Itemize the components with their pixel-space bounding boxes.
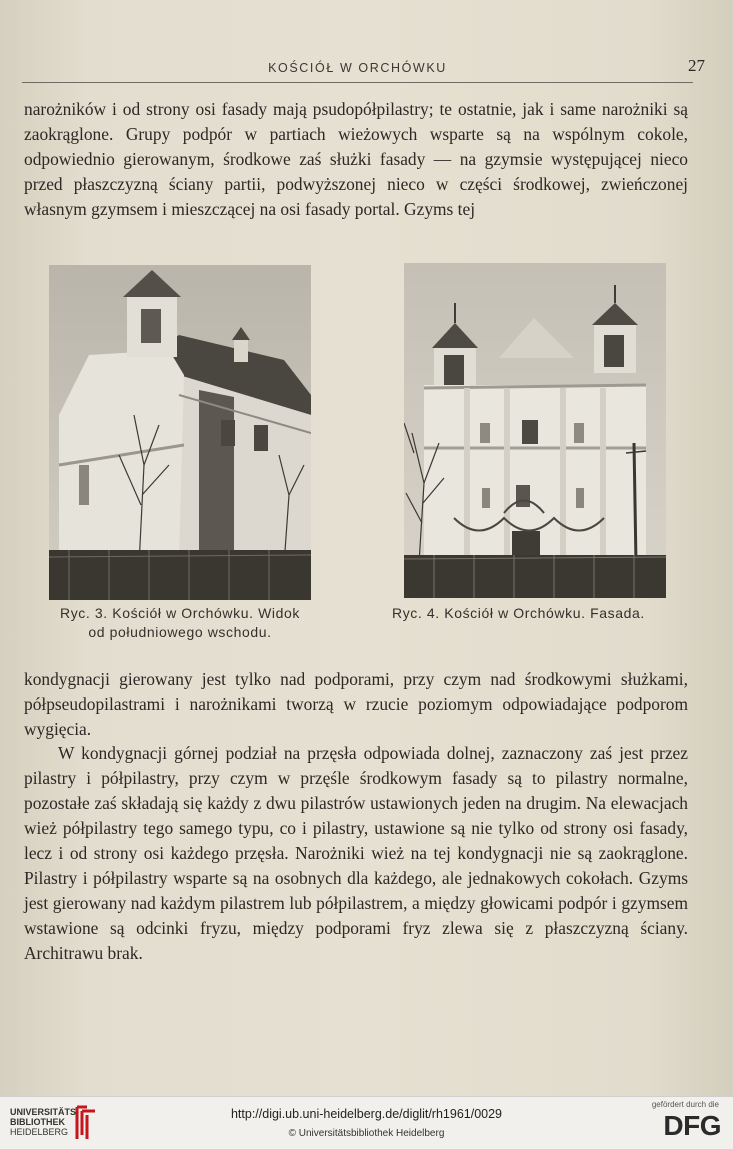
viewer-footer: [0, 1096, 733, 1149]
photo-church-facade: [404, 263, 666, 598]
running-title: KOŚCIÓŁ W ORCHÓWKU: [268, 61, 447, 75]
figure-3-caption: [30, 604, 330, 642]
figure-4-caption: [384, 604, 692, 623]
page-number: 27: [688, 56, 705, 75]
funding-note: gefördert durch die: [651, 1100, 719, 1109]
copyright-notice: © Universitätsbibliothek Heidelberg: [288, 1128, 445, 1139]
photo-church-southeast-view: [49, 265, 311, 600]
body-paragraph-2: kondygnacji gierowany jest tylko nad podporami, przy czym nad środkowymi służkami, półpseudopilastrami i narożnikami tworzą w rzucie poziomym odpowiadające podporom wygięcia.: [24, 669, 688, 739]
figure-3-caption-line-2: od południowego wschodu.: [88, 624, 272, 640]
body-paragraph-3: W kondygnacji górnej podział na przęsła odpowiada dolnej, zaznaczony zaś jest przez pilastry i półpilastry, przy czym w przęśle środkowym fasady są to pilastry normalne, pozostałe zaś składają się każdy z dwu pilastrów ustawionych jeden na drugim. Na elewacjach wież półpilastry tego samego typu, co i pilastry, ustawione są nie tylko od strony osi fasady, lecz i od strony osi każdego przęsła. Narożniki wież na tej kondygnacji nie są zaokrąglone. Pilastry i półpilastry wsparte są na osobnych dla każdego, ale jednakowych cokołach. Gzyms jest gierowany nad każdym pilastrem lub półpilastrem, a między głowicami podpór i gzymsem wstawione są odcinki fryzu, między podporami fryz zlewa się z płaszczyzną ściany. Architrawu brak.: [24, 743, 688, 963]
permalink-url[interactable]: http://digi.ub.uni-heidelberg.de/diglit/rh1961/0029: [230, 1107, 503, 1121]
figure-3-caption-line-1: Ryc. 3. Kościół w Orchówku. Widok: [60, 605, 300, 621]
library-logo-line-1: UNIVERSITÄTS-: [10, 1107, 80, 1117]
library-logo-line-2: BIBLIOTHEK: [10, 1117, 65, 1127]
figure-4-caption-line-1: Ryc. 4. Kościół w Orchówku. Fasada.: [392, 605, 645, 621]
page-header: [22, 56, 705, 83]
body-paragraph-1: narożników i od strony osi fasady mają psudopółpilastry; te ostatnie, jak i same narożniki są zaokrąglone. Grupy podpór w partiach wieżowych wsparte są na wspólnym cokole, odpowiednio gierowanym, środkowe zaś służki fasady — na gzymsie występującej nieco przed płaszczyzną ściany partii, podwyższonej nieco w części środkowej, zwieńczonej własnym gzymsem i mieszczącej na osi fasady portal. Gzyms tej: [24, 99, 688, 219]
library-logo-line-3: HEIDELBERG: [10, 1127, 69, 1137]
dfg-logo[interactable]: DFG: [663, 1110, 721, 1141]
